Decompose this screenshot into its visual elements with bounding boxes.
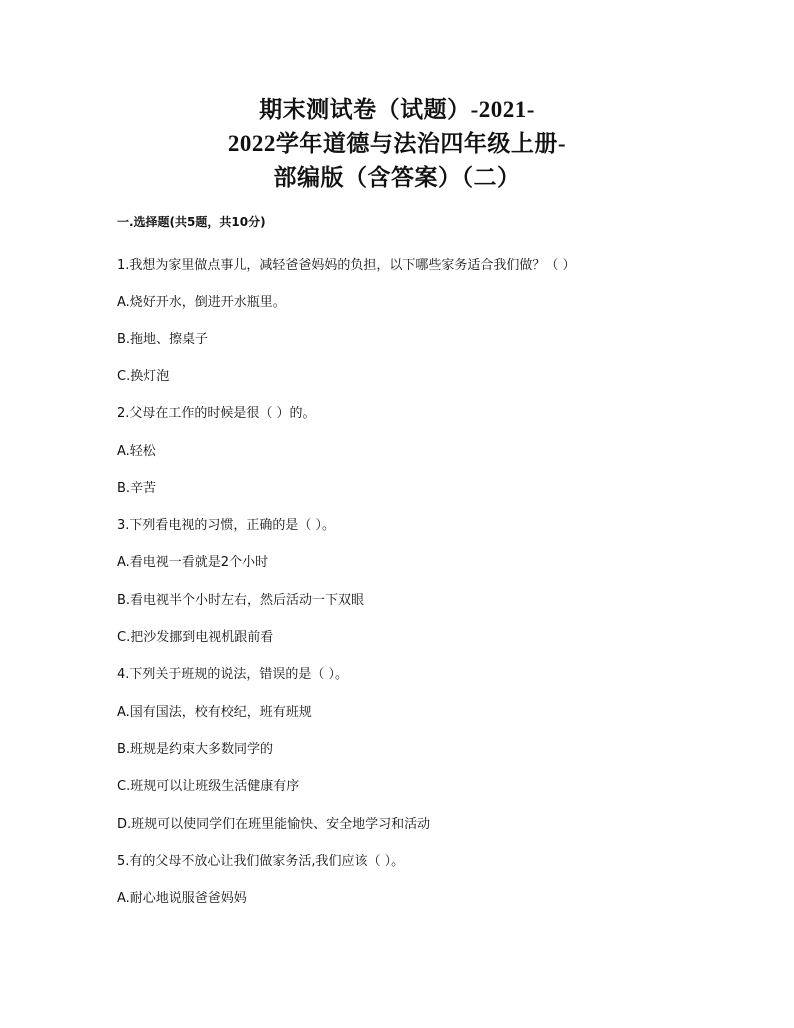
document-title-line-3: 部编版（含答案）（二） xyxy=(273,165,521,190)
question-4-option-b: B.班规是约束大多数同学的 xyxy=(117,742,274,757)
question-3: 3.下列看电视的习惯，正确的是（ ）。 xyxy=(117,518,336,533)
question-5: 5.有的父母不放心让我们做家务活,我们应该（ ）。 xyxy=(117,854,405,869)
question-3-option-c: C.把沙发挪到电视机跟前看 xyxy=(117,630,274,645)
question-1-option-a: A.烧好开水，倒进开水瓶里。 xyxy=(117,295,286,310)
document-title-line-1: 期末测试卷（试题）-2021- xyxy=(259,97,535,122)
question-2: 2.父母在工作的时候是很（ ）的。 xyxy=(117,406,316,421)
question-4: 4.下列关于班规的说法，错误的是（ ）。 xyxy=(117,667,349,682)
question-1-option-c: C.换灯泡 xyxy=(117,369,170,384)
question-4-option-d: D.班规可以使同学们在班里能愉快、安全地学习和活动 xyxy=(117,817,431,832)
document-title-line-2: 2022学年道德与法治四年级上册- xyxy=(227,131,567,156)
question-2-option-a: A.轻松 xyxy=(117,444,156,459)
question-4-option-c: C.班规可以让班级生活健康有序 xyxy=(117,779,300,794)
question-3-option-b: B.看电视半个小时左右，然后活动一下双眼 xyxy=(117,593,365,608)
question-5-option-a: A.耐心地说服爸爸妈妈 xyxy=(117,891,247,906)
section-heading: 一.选择题(共5题，共10分) xyxy=(117,215,266,229)
question-3-option-a: A.看电视一看就是2个小时 xyxy=(117,555,269,570)
question-1: 1.我想为家里做点事儿，减轻爸爸妈妈的负担，以下哪些家务适合我们做？（ ） xyxy=(117,258,576,273)
question-1-option-b: B.拖地、擦桌子 xyxy=(117,332,209,347)
question-4-option-a: A.国有国法，校有校纪，班有班规 xyxy=(117,705,312,720)
question-2-option-b: B.辛苦 xyxy=(117,481,157,496)
